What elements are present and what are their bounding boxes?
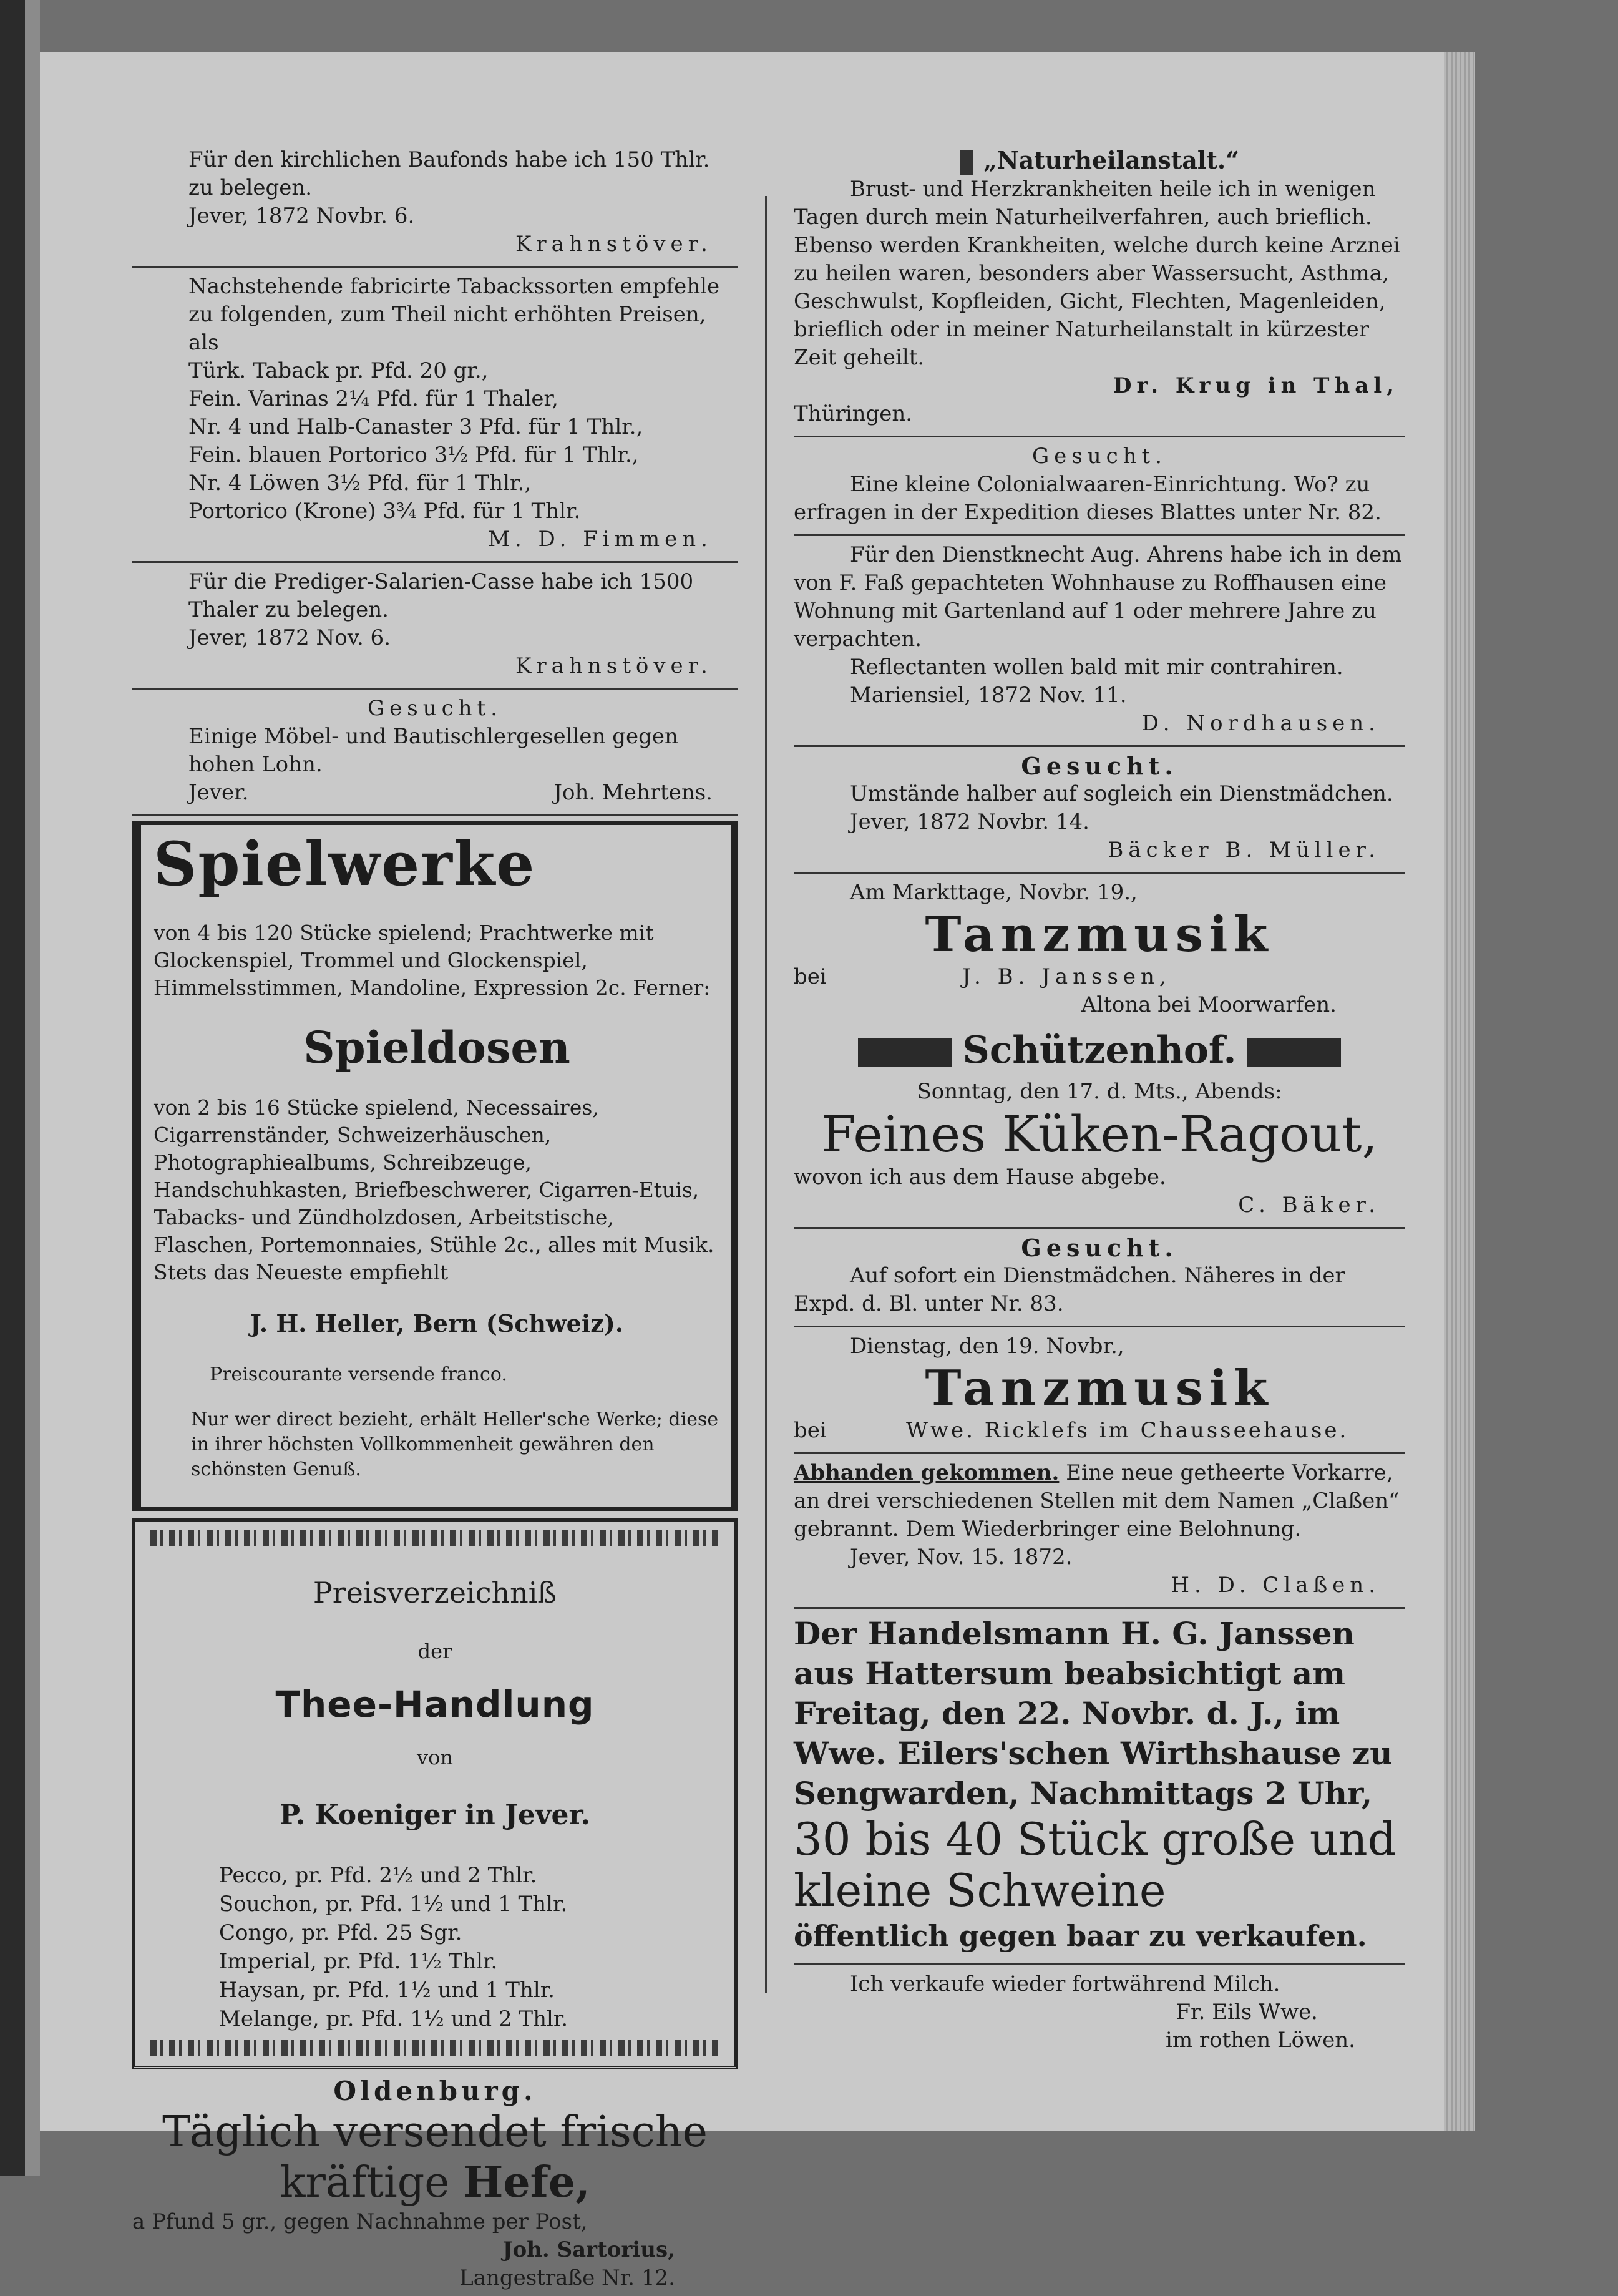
facing-page-edge (25, 0, 40, 2176)
ad-heading: Gesucht. (367, 696, 503, 721)
ad-signature: Wwe. Ricklefs im Chausseehause. (906, 1417, 1349, 1443)
ad-date: Dienstag, den 19. Novbr., (850, 1333, 1124, 1359)
ad-footer (132, 779, 738, 807)
ad-date: Sonntag, den 17. d. Mts., Abends: (917, 1078, 1282, 1104)
ad-title: Spielwerke (154, 829, 536, 899)
ad-tabak (132, 273, 738, 557)
ad-text: Ich verkaufe wieder fortwährend Milch. (850, 1971, 1280, 1996)
ad-text: Für den kirchlichen Baufonds habe ich 150 Thlr. zu belegen. (188, 147, 710, 200)
ad-place: Jever. (188, 780, 249, 805)
list-item: Melange, pr. Pfd. 1½ und 2 Thlr. (219, 2006, 568, 2031)
divider (794, 1963, 1405, 1965)
ad-schuetzenhof (794, 1028, 1405, 1223)
ad-title: Feines Küken-Ragout, (821, 1105, 1378, 1163)
left-column (132, 146, 738, 2296)
divider (794, 436, 1405, 437)
ad-signature: Krahnstöver. (515, 232, 713, 256)
divider (794, 1452, 1405, 1454)
ad-signature: Joh. Mehrtens. (553, 780, 713, 805)
ad-heading: Gesucht. (1021, 1233, 1178, 1262)
ad-text: Einige Möbel- und Bautischlergesellen gegen hohen Lohn. (188, 724, 678, 777)
ad-milch (794, 1970, 1405, 2058)
ad-note: Preiscourante versende franco. (210, 1364, 507, 1385)
ad-text: Für den Dienstknecht Aug. Ahrens habe ich in dem von F. Faß gepachteten Wohnhause zu Roffhausen eine Wohnung mit Gartenland auf 1 oder mehrere Jahre zu verpachten. (794, 542, 1402, 652)
ad-signature: J. B. Janssen, (962, 964, 1171, 989)
ad-text-block (794, 1459, 1405, 1543)
divider (794, 534, 1405, 536)
ad-text: von 4 bis 120 Stücke spielend; Prachtwerke mit Glockenspiel, Trommel und Glockenspiel, Himmelsstimmen, Mandoline, Expression 2c. Ferner: (154, 921, 711, 1000)
ad-text: Eine neue getheerte Vorkarre, an drei verschiedenen Stellen mit dem Namen „Claßen“ gebrannt. Dem Wiederbringer eine Belohnung. (794, 1460, 1400, 1541)
ad-title-line (132, 2157, 738, 2208)
ornament-border (150, 1530, 719, 1546)
ad-title: Schützenhof. (962, 1028, 1237, 1072)
ad-firm: P. Koeniger in Jever. (280, 1799, 590, 1831)
ad-gesucht-colonial (794, 442, 1405, 530)
newspaper-page (40, 52, 1444, 2290)
ad-prediger (132, 568, 738, 684)
ad-text: Auf sofort ein Dienstmädchen. Näheres in der Expd. d. Bl. unter Nr. 83. (794, 1263, 1345, 1316)
ornament-border (150, 2040, 719, 2056)
ad-text: a Pfund 5 gr., gegen Nachnahme per Post, (132, 2209, 588, 2234)
ad-text: wovon ich aus dem Hause abgebe. (794, 1164, 1166, 1190)
ad-abhanden (794, 1459, 1405, 1603)
divider (132, 266, 738, 268)
divider (794, 872, 1405, 874)
list-item: Souchon, pr. Pfd. 1½ und 1 Thlr. (219, 1892, 568, 1917)
ad-text: Brust- und Herzkrankheiten heile ich in wenigen Tagen durch mein Naturheilverfahren, auch brieflich. Ebenso werden Krankheiten, welche durch keine Arznei zu heilen waren, besonders aber Wassersucht, Asthma, Geschwulst, Kopfleiden, Gicht, Flechten, Magenleiden, brieflich oder in meiner Naturheilanstalt in kürzester Zeit geheilt. (794, 176, 1400, 370)
ad-gesucht-dienstmaedchen (794, 752, 1405, 868)
ad-signature: Fr. Eils Wwe. (1176, 1999, 1318, 2025)
ad-hefe (132, 2075, 738, 2296)
decorative-bar (858, 1038, 952, 1067)
divider (132, 814, 738, 816)
ad-heading: Gesucht. (1031, 443, 1167, 469)
ad-title: kleine Schweine (794, 1864, 1166, 1917)
ad-date: Am Markttage, Novbr. 19., (850, 879, 1138, 905)
ad-text: von (417, 1746, 453, 1769)
list-item: Nr. 4 Löwen 3½ Pfd. für 1 Thlr., (188, 471, 532, 496)
ad-heading: Preisverzeichniß (313, 1576, 557, 1610)
ad-title-part: Hefe, (463, 2157, 590, 2207)
divider (794, 1607, 1405, 1609)
ad-ahrens (794, 541, 1405, 741)
ad-place: Altona bei Moorwarfen. (1081, 992, 1337, 1017)
divider (132, 688, 738, 690)
ad-host-row (794, 963, 1405, 991)
ad-text: von 2 bis 16 Stücke spielend, Necessaires, Cigarrenständer, Schweizerhäuschen, Photographiealbums, Schreibzeuge, Handschuhkasten, Briefbeschwerer, Cigarren-Etuis, Tabacks- und Zündholzdosen, Arbeitstische, Flaschen, Portemonnaies, Stühle 2c., alles mit Musik. Stets das Neueste empfiehlt (154, 1095, 714, 1284)
ad-title: Thee-Handlung (275, 1683, 595, 1726)
ad-place: im rothen Löwen. (1165, 2027, 1355, 2053)
ad-place: Jever, 1872 Novbr. 14. (850, 809, 1089, 834)
ad-title: Spieldosen (303, 1022, 570, 1073)
ad-place: Thüringen. (794, 401, 913, 426)
ad-tanzmusik-janssen (794, 879, 1405, 1023)
ad-text: Nachstehende fabricirte Tabackssorten empfehle zu folgenden, zum Theil nicht erhöhten Preisen, als (188, 274, 720, 355)
page-stack-edge (1444, 52, 1475, 2131)
ad-host-row (794, 1417, 1405, 1445)
ad-title-line (794, 1028, 1405, 1073)
ad-gesucht-83 (794, 1234, 1405, 1322)
ad-title: 30 bis 40 Stück große und (794, 1812, 1396, 1865)
ad-spielwerke-box (132, 821, 738, 1511)
list-item: Portorico (Krone) 3¾ Pfd. für 1 Thlr. (188, 499, 581, 524)
list-item: Fein. blauen Portorico 3½ Pfd. für 1 Thlr., (188, 442, 639, 467)
ad-heading-line (794, 146, 1405, 175)
ad-baufonds (132, 146, 738, 262)
ad-naturheilanstalt (794, 146, 1405, 432)
ad-label: bei (794, 1417, 827, 1443)
ad-signature: D. Nordhausen. (1141, 710, 1380, 736)
ad-place: Jever, 1872 Novbr. 6. (188, 203, 415, 228)
ad-title-part: kräftige (280, 2158, 464, 2207)
ad-signature: M. D. Fimmen. (488, 527, 713, 552)
ad-schweine (794, 1614, 1405, 1960)
list-item: Imperial, pr. Pfd. 1½ Thlr. (219, 1949, 498, 1974)
ad-place: Mariensiel, 1872 Nov. 11. (850, 682, 1127, 708)
ad-heading: Oldenburg. (333, 2076, 537, 2106)
list-item: Haysan, pr. Pfd. 1½ und 1 Thlr. (219, 1978, 555, 2003)
ad-address: Langestraße Nr. 12. (459, 2265, 675, 2290)
ad-signature: C. Bäker. (1238, 1192, 1380, 1218)
list-item: Fein. Varinas 2¼ Pfd. für 1 Thaler, (188, 386, 558, 411)
list-item: Türk. Taback pr. Pfd. 20 gr., (188, 358, 489, 383)
ad-gesucht-tischler (132, 695, 738, 811)
ad-place: Jever, Nov. 15. 1872. (850, 1544, 1073, 1570)
ad-title: Tanzmusik (925, 1359, 1274, 1417)
list-item: Congo, pr. Pfd. 25 Sgr. (219, 1920, 462, 1945)
ad-tanzmusik-ricklefs (794, 1332, 1405, 1448)
ad-place: Jever, 1872 Nov. 6. (188, 625, 391, 650)
price-list (150, 1861, 719, 2033)
right-column (794, 146, 1405, 2058)
book-spine (0, 0, 25, 2176)
divider (794, 1326, 1405, 1327)
ad-title: Täglich versendet frische (162, 2108, 708, 2157)
ad-signature: Bäcker B. Müller. (1108, 837, 1380, 862)
column-divider (765, 196, 767, 1993)
list-item: Pecco, pr. Pfd. 2½ und 2 Thlr. (219, 1863, 537, 1888)
list-item: Nr. 4 und Halb-Canaster 3 Pfd. für 1 Thlr., (188, 414, 643, 439)
ad-label: bei (794, 964, 827, 989)
ad-title: Tanzmusik (925, 906, 1274, 963)
ad-text: Der Handelsmann H. G. Janssen aus Hattersum beabsichtigt am Freitag, den 22. Novbr. d. J., im Wwe. Eilers'schen Wirthshause zu Sengwarden, Nachmittags 2 Uhr, (794, 1615, 1393, 1812)
divider (794, 745, 1405, 747)
ad-signature: Joh. Sartorius, (502, 2237, 675, 2262)
ad-heading: „Naturheilanstalt.“ (983, 146, 1239, 174)
decorative-bar (1247, 1038, 1341, 1067)
ad-heading: Gesucht. (1021, 751, 1178, 780)
ad-thee-box (132, 1518, 738, 2069)
ad-firm: J. H. Heller, Bern (Schweiz). (250, 1309, 624, 1337)
ad-text: Für die Prediger-Salarien-Casse habe ich 1500 Thaler zu belegen. (188, 569, 694, 622)
ad-signature: Krahnstöver. (515, 653, 713, 678)
ad-text: öffentlich gegen baar zu verkaufen. (794, 1918, 1367, 1953)
ad-heading: Abhanden gekommen. (794, 1460, 1060, 1485)
ad-text: Umstände halber auf sogleich ein Dienstmädchen. (850, 781, 1393, 806)
ad-text: Eine kleine Colonialwaaren-Einrichtung. Wo? zu erfragen in der Expedition dieses Blattes unter Nr. 82. (794, 471, 1382, 525)
ad-signature: Dr. Krug in Thal, (1113, 373, 1399, 398)
ad-text: der (417, 1639, 452, 1663)
hand-pointer-icon (960, 150, 973, 175)
ad-text: Reflectanten wollen bald mit mir contrahiren. (850, 654, 1343, 680)
divider (794, 1227, 1405, 1229)
ad-note: Nur wer direct bezieht, erhält Heller'sche Werke; diese in ihrer höchsten Vollkommenheit gewähren den schönsten Genuß. (191, 1409, 719, 1480)
ad-signature: H. D. Claßen. (1171, 1572, 1380, 1598)
divider (132, 561, 738, 563)
